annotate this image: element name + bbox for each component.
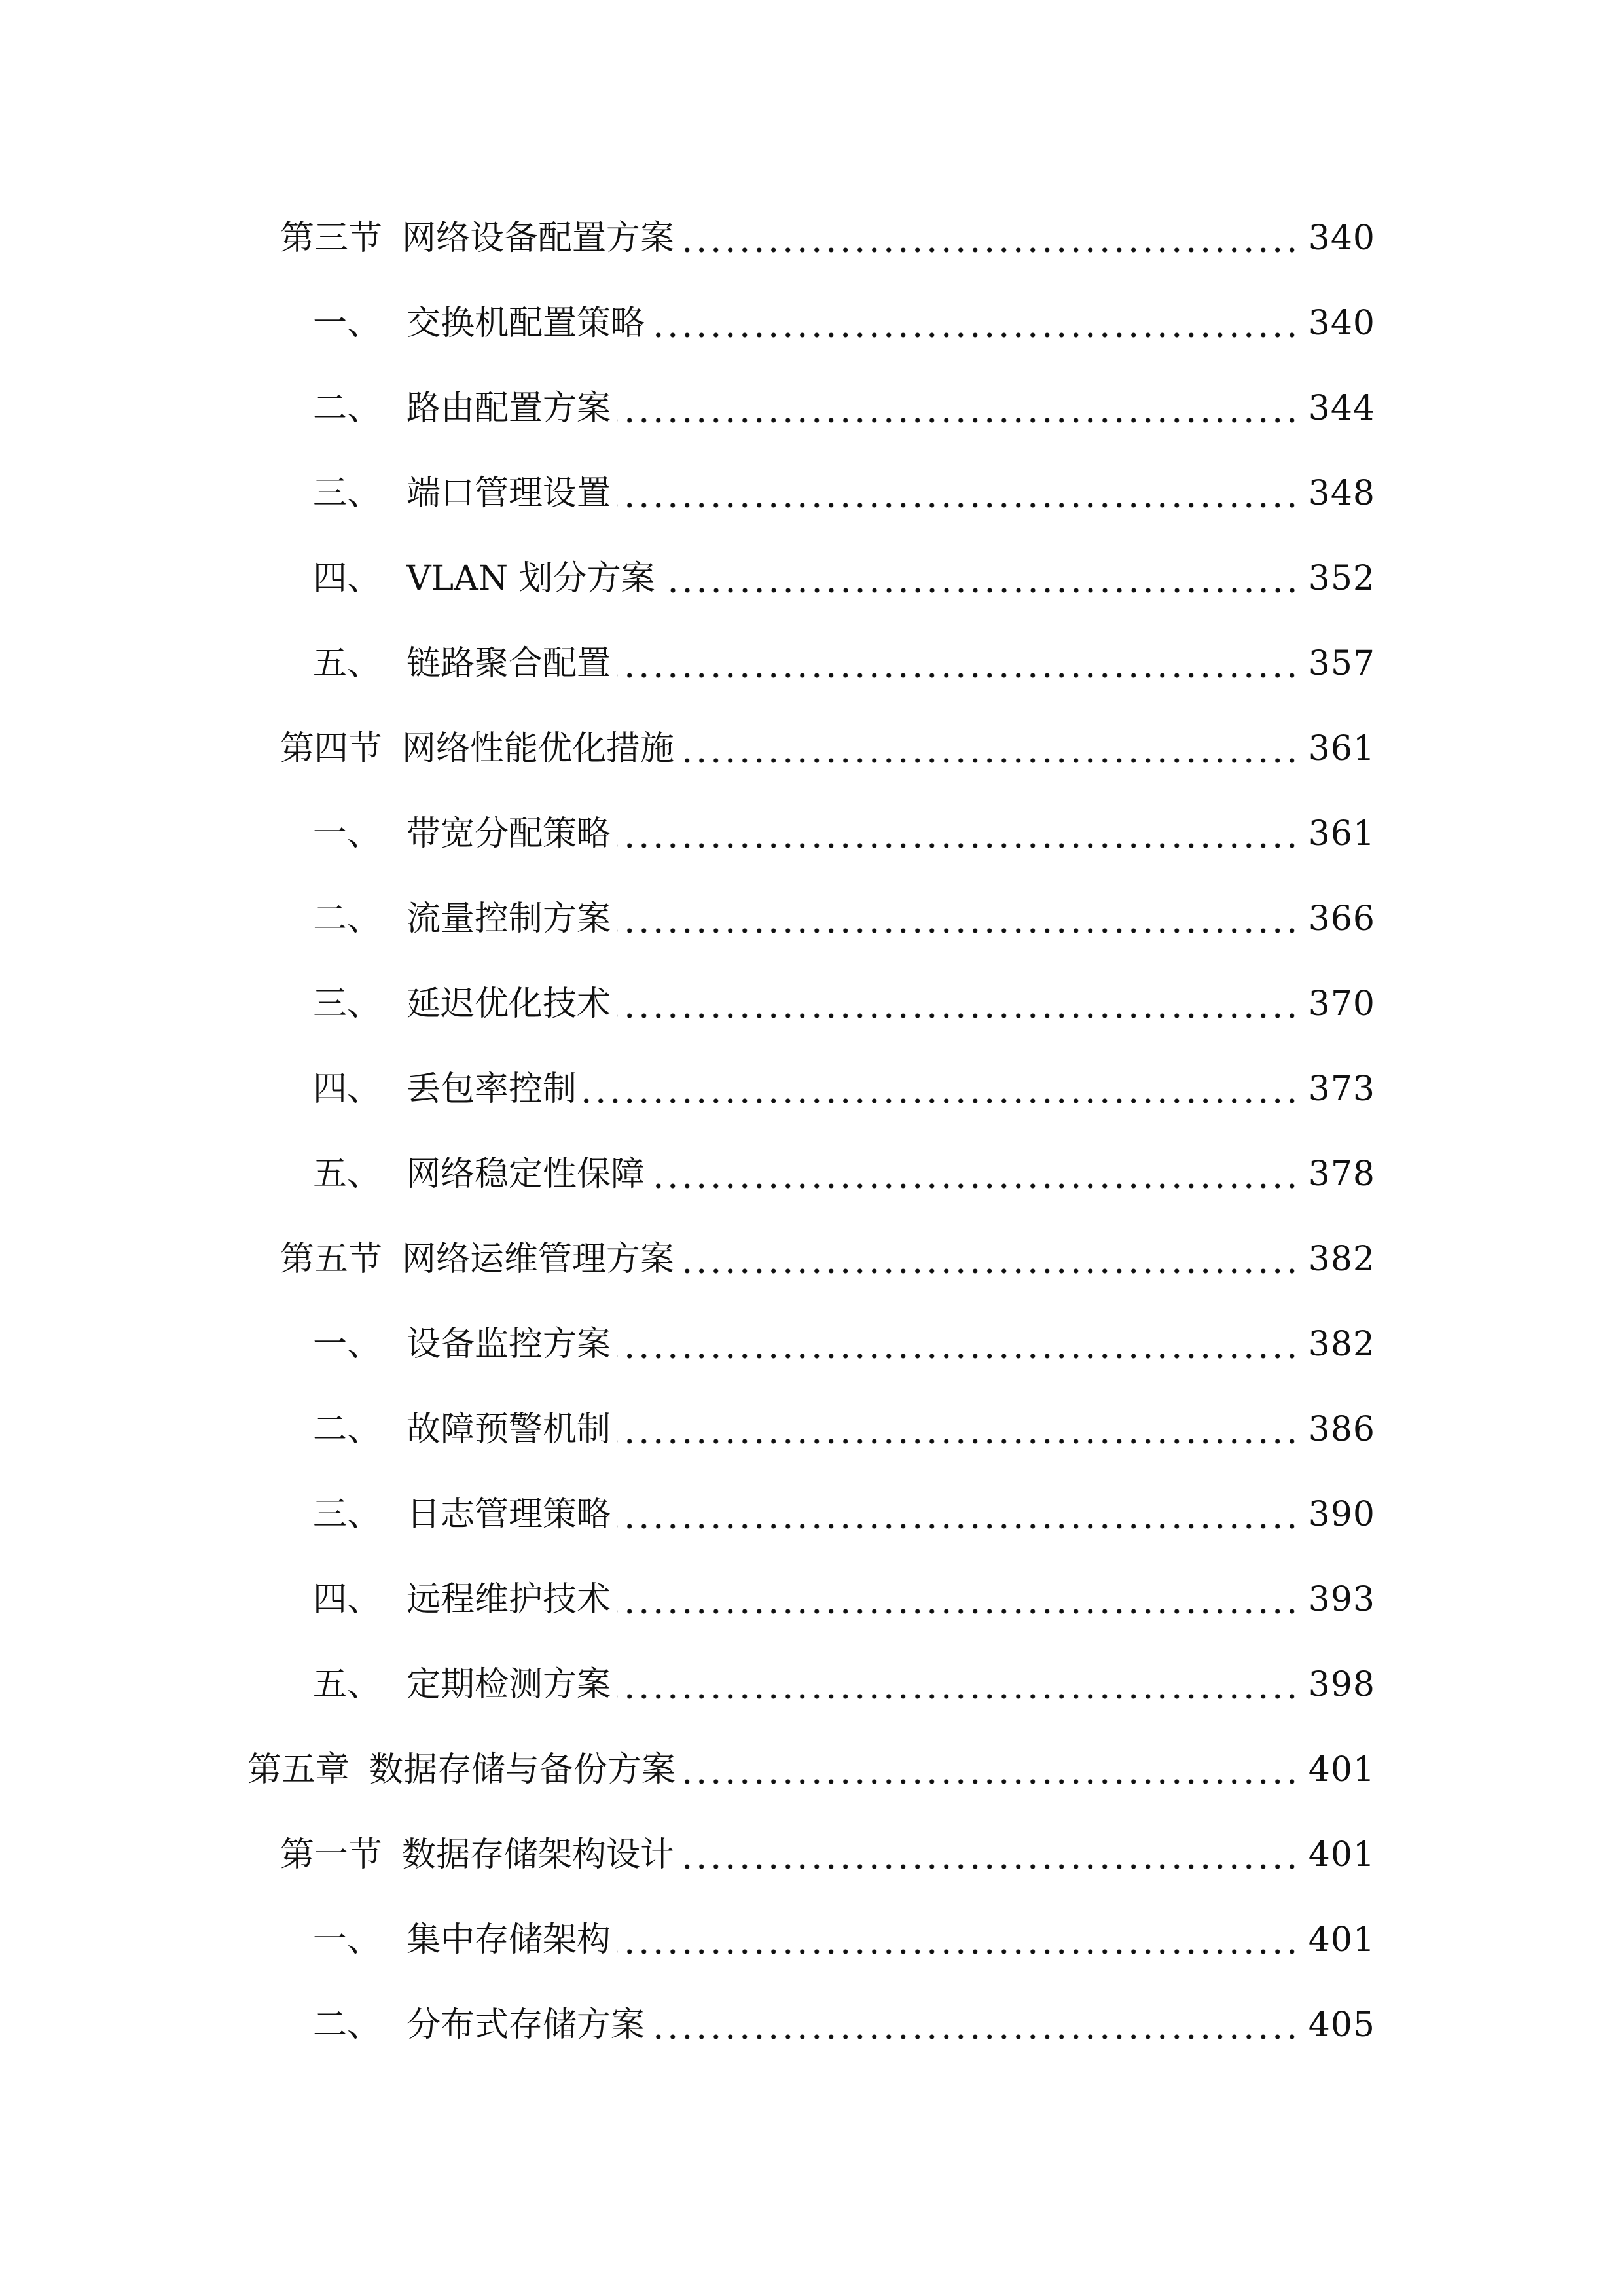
toc-entry-number: 二、 bbox=[313, 2005, 382, 2045]
toc-entry-number: 四、 bbox=[313, 1580, 382, 1619]
toc-entry-number: 四、 bbox=[313, 559, 382, 598]
toc-entry-page: 386 bbox=[1308, 1410, 1375, 1449]
toc-entry-title: 故障预警机制 bbox=[406, 1410, 611, 1449]
toc-entry-title: 端口管理设置 bbox=[406, 474, 611, 513]
toc-entry-title: 网络稳定性保障 bbox=[406, 1155, 645, 1194]
toc-entry[interactable] bbox=[313, 381, 1375, 436]
toc-leader-dots bbox=[583, 1098, 1299, 1104]
toc-entry-title: 延迟优化技术 bbox=[406, 984, 611, 1024]
toc-entry[interactable] bbox=[247, 1742, 1375, 1797]
toc-entry-number: 五、 bbox=[313, 644, 382, 683]
toc-entry-page: 382 bbox=[1308, 1325, 1375, 1364]
toc-entry-page: 382 bbox=[1308, 1240, 1375, 1279]
toc-entry-number: 五、 bbox=[313, 1665, 382, 1704]
toc-entry-number: 一、 bbox=[313, 304, 382, 343]
toc-entry-title: 日志管理策略 bbox=[406, 1495, 611, 1534]
toc-entry-page: 366 bbox=[1308, 899, 1375, 939]
toc-entry-number: 二、 bbox=[313, 389, 382, 428]
toc-entry[interactable] bbox=[313, 1402, 1375, 1457]
toc-entry-page: 401 bbox=[1308, 1920, 1375, 1960]
toc-entry-number: 一、 bbox=[313, 1920, 382, 1960]
toc-leader-dots bbox=[681, 1268, 1299, 1274]
toc-entry[interactable] bbox=[313, 891, 1375, 946]
toc-entry[interactable] bbox=[313, 296, 1375, 351]
toc-entry-title: 链路聚合配置 bbox=[406, 644, 611, 683]
toc-entry-title: 网络运维管理方案 bbox=[402, 1240, 675, 1279]
toc-entry-page: 378 bbox=[1308, 1155, 1375, 1194]
toc-entry[interactable] bbox=[313, 551, 1375, 606]
toc-entry-number: 一、 bbox=[313, 1325, 382, 1364]
toc-entry-page: 393 bbox=[1308, 1580, 1375, 1619]
toc-leader-dots bbox=[617, 1693, 1299, 1700]
toc-entry-page: 373 bbox=[1308, 1069, 1375, 1109]
toc-entry[interactable] bbox=[313, 806, 1375, 861]
toc-entry[interactable] bbox=[280, 211, 1375, 266]
toc-entry-number: 第三节 bbox=[280, 219, 383, 258]
toc-entry-title: VLAN 划分方案 bbox=[406, 559, 655, 598]
toc-entry[interactable] bbox=[313, 636, 1375, 691]
toc-leader-dots bbox=[617, 417, 1299, 423]
toc-entry-title: 网络设备配置方案 bbox=[402, 219, 675, 258]
toc-entry-page: 352 bbox=[1308, 559, 1375, 598]
toc-entry[interactable] bbox=[313, 1572, 1375, 1627]
toc-entry-number: 第一节 bbox=[280, 1835, 383, 1874]
toc-entry-title: 分布式存储方案 bbox=[406, 2005, 645, 2045]
toc-entry-page: 401 bbox=[1308, 1835, 1375, 1874]
toc-entry[interactable] bbox=[313, 466, 1375, 521]
toc-entry-number: 第五章 bbox=[247, 1750, 350, 1789]
toc-entry-number: 二、 bbox=[313, 1410, 382, 1449]
toc-entry-page: 405 bbox=[1308, 2005, 1375, 2045]
toc-entry-title: 网络性能优化措施 bbox=[402, 729, 675, 768]
toc-entry[interactable] bbox=[313, 1147, 1375, 1202]
toc-leader-dots bbox=[617, 1948, 1299, 1955]
toc-entry-page: 348 bbox=[1308, 474, 1375, 513]
toc-entry-page: 361 bbox=[1308, 814, 1375, 853]
toc-entry-number: 三、 bbox=[313, 984, 382, 1024]
toc-leader-dots bbox=[617, 1608, 1299, 1615]
toc-entry-page: 357 bbox=[1308, 644, 1375, 683]
toc-entry[interactable] bbox=[313, 977, 1375, 1031]
toc-entry-page: 361 bbox=[1308, 729, 1375, 768]
toc-entry[interactable] bbox=[313, 1317, 1375, 1372]
toc-entry-number: 四、 bbox=[313, 1069, 382, 1109]
toc-entry-number: 二、 bbox=[313, 899, 382, 939]
toc-entry[interactable] bbox=[280, 721, 1375, 776]
toc-entry[interactable] bbox=[313, 1657, 1375, 1712]
toc-leader-dots bbox=[681, 757, 1299, 764]
toc-entry[interactable] bbox=[280, 1232, 1375, 1287]
toc-entry-number: 第四节 bbox=[280, 729, 383, 768]
toc-entry-title: 丢包率控制 bbox=[406, 1069, 577, 1109]
toc-leader-dots bbox=[651, 2034, 1299, 2040]
toc-entry-page: 344 bbox=[1308, 389, 1375, 428]
toc-entry-title: 数据存储架构设计 bbox=[402, 1835, 675, 1874]
toc-entry[interactable] bbox=[313, 1062, 1375, 1117]
toc-leader-dots bbox=[617, 1013, 1299, 1019]
toc-entry-title: 路由配置方案 bbox=[406, 389, 611, 428]
toc-leader-dots bbox=[617, 842, 1299, 849]
toc-entry[interactable] bbox=[313, 1998, 1375, 2053]
toc-entry-number: 第五节 bbox=[280, 1240, 383, 1279]
toc-entry[interactable] bbox=[280, 1827, 1375, 1882]
toc-entry-title: 数据存储与备份方案 bbox=[369, 1750, 676, 1789]
toc-entry-page: 401 bbox=[1308, 1750, 1375, 1789]
toc-leader-dots bbox=[681, 1863, 1299, 1870]
toc-entry-title: 设备监控方案 bbox=[406, 1325, 611, 1364]
toc-leader-dots bbox=[682, 1778, 1299, 1785]
toc-entry-page: 398 bbox=[1308, 1665, 1375, 1704]
toc-entry-title: 流量控制方案 bbox=[406, 899, 611, 939]
toc-entry-page: 370 bbox=[1308, 984, 1375, 1024]
toc-entry-page: 390 bbox=[1308, 1495, 1375, 1534]
toc-leader-dots bbox=[651, 1183, 1299, 1189]
toc-entry[interactable] bbox=[313, 1912, 1375, 1967]
toc-entry-title: 定期检测方案 bbox=[406, 1665, 611, 1704]
toc-leader-dots bbox=[651, 332, 1299, 338]
toc-entry-page: 340 bbox=[1308, 304, 1375, 343]
toc-leader-dots bbox=[617, 1353, 1299, 1359]
toc-entry-number: 一、 bbox=[313, 814, 382, 853]
toc-leader-dots bbox=[617, 1523, 1299, 1530]
toc-leader-dots bbox=[617, 927, 1299, 934]
toc-entry-page: 340 bbox=[1308, 219, 1375, 258]
toc-entry-title: 带宽分配策略 bbox=[406, 814, 611, 853]
toc-entry-number: 三、 bbox=[313, 474, 382, 513]
toc-entry-title: 集中存储架构 bbox=[406, 1920, 611, 1960]
toc-entry[interactable] bbox=[313, 1487, 1375, 1542]
toc-leader-dots bbox=[662, 587, 1299, 594]
toc-entry-number: 五、 bbox=[313, 1155, 382, 1194]
toc-entry-title: 远程维护技术 bbox=[406, 1580, 611, 1619]
toc-leader-dots bbox=[681, 247, 1299, 253]
toc-leader-dots bbox=[617, 1438, 1299, 1444]
toc-entry-number: 三、 bbox=[313, 1495, 382, 1534]
toc-leader-dots bbox=[617, 502, 1299, 509]
toc-entry-title: 交换机配置策略 bbox=[406, 304, 645, 343]
toc-leader-dots bbox=[617, 672, 1299, 679]
